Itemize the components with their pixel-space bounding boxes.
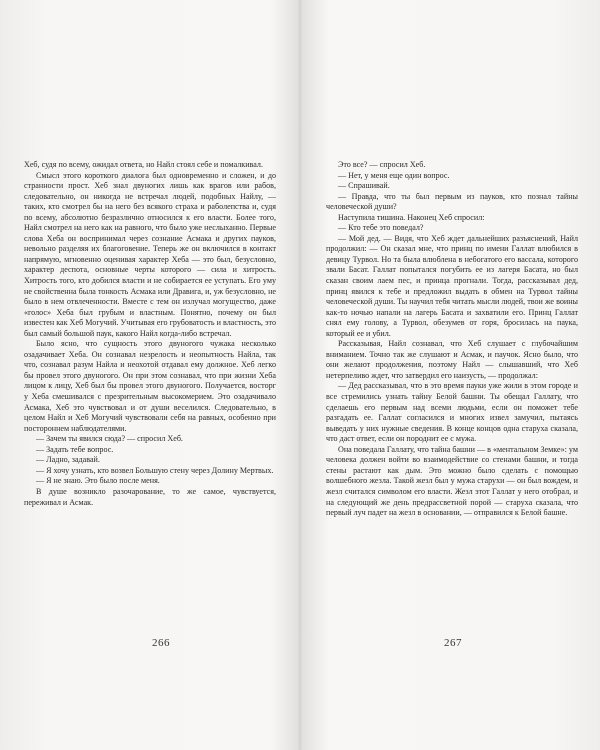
- paragraph: — Задать тебе вопрос.: [36, 444, 114, 454]
- left-page: [24, 160, 276, 580]
- page-number-left: 266: [152, 637, 170, 649]
- paragraph: — Ладно, задавай.: [36, 455, 100, 465]
- paragraph: Это все? — спросил Хеб.: [338, 160, 426, 169]
- paragraph: Она поведала Галлату, что тайна башни — в «ментальном Земке»: ум человека должен войти во взаимодействие со стенами башни, и тогда стены растают как дым. Это можно было сделать с помощью волшебного жезла. Такой жезл был у мужа старухи — он был вождем, и жезл считался символом его власти. Жезл этот Галлат у него отобрал, и на следующий же день предрассветной порой — старуха сказала, что первый луч падет на жезл в основании, — отправился к Белой башне.: [326, 444, 578, 518]
- paragraph: Хеб, судя по всему, ожидал ответа, но Найл стоял себе и помалкивал.: [24, 160, 263, 169]
- paragraph: Смысл этого короткого диалога был одновременно и сложен, и до странности прост. Хеб знал двуногих лишь как врагов или рабов, следовательно, он никогда не встречал людей, подобных Найлу, — таких, кто смотрел бы на него без всякого страха и раболепства и, судя по всему, абсолютно безразлично относился к его власти. Более того, Найл смотрел на него как на равного, что было уже неслыханно. Первые слова Хеба он воспринимал через сознание Асмака и других пауков, невольно разделяя их благоговение. Теперь же он включился в контакт напрямую, мгновенно оценивая характер Хеба — это был, безусловно, характер деспота, основные черты которого — сила и хитрость. Хитрость того, кто добился власти и не собирается ее уступать. Его уму не свойственна была тонкость Асмака или Дравига, и, уж безусловно, не было в нем отвлеченности. Вместе с тем он излучал могущество, даже «голос» Хеба был грубым и властным. Понятно, почему он был известен как Хеб Могучий. Учитывая его грубоватость и властность, это был самый большой паук, какого Найл когда-либо встречал.: [24, 170, 276, 338]
- paragraph: — Я хочу узнать, кто возвел Большую стену через Долину Мертвых.: [36, 465, 274, 475]
- page-number-right: 267: [444, 637, 462, 649]
- paragraph: Наступила тишина. Наконец Хеб спросил:: [338, 212, 485, 222]
- paragraph: — Правда, что ты был первым из пауков, кто познал тайны человеческой души?: [326, 191, 578, 212]
- paragraph: Было ясно, что сущность этого двуногого чужака несколько озадачивает Хеба. Он сознавал незрелость и неопытность Найла, так что, сознавал разум Найла и неохотой отдавал ему должное. Хеб легко бы провел этого двуногого. Он при этом сознавал, что при жизни Хеба лицом к лицу, Хеб был бы провел этого двуногого. Получается, восторг у Хеба смешивался с презрительным высокомерием. Это озадачивало Асмака, Хеб это чувствовал и от души веселился. Следовательно, в целом Найл и Хеб Могучий чувствовали себя на равных, особенно при постороннем наблюдателями.: [24, 339, 276, 433]
- paragraph: — Зачем ты явился сюда? — спросил Хеб.: [36, 434, 183, 444]
- paragraph: — Дед рассказывал, что в это время пауки уже жили в этом городе и все стремились узнать тайну Белой башни. Ты обещал Галлату, что сделаешь его первым над всеми людьми, если он поможет тебе разгадать ее. Галлат согласился и многих извел замучил, пытаясь выведать у них нужные сведения. В конце концов одна старуха сказала, что даст ответ, если он породнит ее с мужа.: [326, 381, 578, 444]
- paragraph: Рассказывая, Найл сознавал, что Хеб слушает с глубочайшим вниманием. Точно так же слушают и Асмак, и паучок. Ясно было, что они желают продолжения, поэтому Найл — слышавший, что Хеб нетерпеливо ждет, что затвердил его наизусть, — продолжал:: [326, 339, 578, 380]
- right-page: [326, 160, 578, 580]
- paragraph: В душе возникло разочарование, то же самое, чувствуется, переживал и Асмак.: [24, 486, 276, 507]
- paragraph: — Мой дед. — Видя, что Хеб ждет дальнейших разъяснений, Найл продолжил: — Он сказал мне, что принц по имени Галлат влюбился в девицу Турвол. Но та была влюблена в небогатого его вассала, которого звали Басат. Галлат попытался погубить ее из лагеря Басата, но был сказан своим лаем пес, и принца прогнали. Тогда, рассказывал дед, принц явился к тебе и предложил выдать в обмен на Турвол тайны человеческой души. Ты научил тебя читать мысли людей, твои же воины как-то ночью напали на лагерь Басата и захватили его. Принц Галлат снял ему голову, а Турвол, обезумев от горя, бросилась на паука, который ее и убил.: [326, 233, 578, 338]
- paragraph: — Я не знаю. Это было после меня.: [36, 476, 160, 486]
- paragraph: — Спрашивай.: [338, 181, 390, 191]
- paragraph: — Кто тебе это поведал?: [338, 223, 424, 233]
- paragraph: — Нет, у меня еще один вопрос.: [338, 170, 450, 180]
